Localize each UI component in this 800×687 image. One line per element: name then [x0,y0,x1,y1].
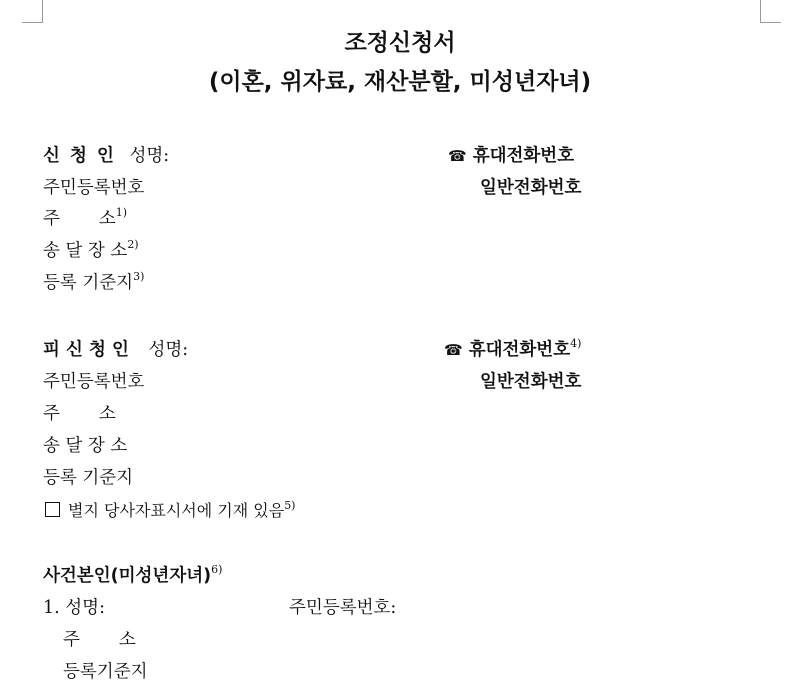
checkbox-icon[interactable] [45,502,60,517]
applicant-address-row [43,208,127,230]
case-person-base-label: 등록기준지 [63,662,148,682]
respondent-heading: 피 신 청 인 [43,340,129,360]
applicant-heading: 신 청 인 [43,146,116,166]
footnote-ref: 6) [211,563,223,577]
footnote-ref: 4) [570,337,582,351]
applicant-reg-label: 주민등록번호 [43,178,145,198]
separate-sheet-label: 별지 당사자표시서에 기재 있음 [68,501,285,520]
document-title: 조정신청서 [344,30,456,56]
case-person-heading: 사건본인(미성년자녀) [43,566,212,586]
case-person-address-label: 주 소 [63,630,136,650]
applicant-landline-label: 일반전화번호 [480,178,582,198]
respondent-base-label: 등록 기준지 [43,468,134,488]
applicant-mobile-row [448,145,574,167]
page-corner-marker-right [760,0,781,23]
applicant-mobile-label: 휴대전화번호 [472,146,575,166]
page-corner-marker-left [22,0,43,23]
respondent-mobile-row [444,339,581,361]
respondent-reg-label: 주민등록번호 [43,372,145,392]
footnote-ref: 1) [115,206,128,220]
applicant-base-label: 등록 기준지 [43,273,134,293]
footnote-ref: 5) [284,498,296,512]
respondent-address-label: 주 소 [43,404,116,424]
telephone-icon: ☎ [444,341,463,359]
respondent-landline-label: 일반전화번호 [480,372,582,392]
applicant-name-row [43,145,169,167]
applicant-name-label: 성명: [129,146,170,166]
telephone-icon: ☎ [448,147,467,165]
respondent-mobile-label: 휴대전화번호 [468,340,571,360]
document-subtitle: (이혼, 위자료, 재산분할, 미성년자녀) [208,69,592,95]
respondent-name-label: 성명: [148,340,189,360]
applicant-address-label: 주 소 [43,209,116,229]
respondent-name-row [43,339,188,361]
applicant-delivery-label: 송 달 장 소 [43,241,128,261]
footnote-ref: 2) [127,238,139,252]
case-person-item1-name: 1. 성명: [43,598,105,618]
case-person-item1-reg: 주민등록번호: [289,598,397,618]
applicant-delivery-row [43,240,139,262]
applicant-base-row [43,272,144,294]
separate-sheet-row [45,500,295,522]
case-person-row [43,565,222,587]
respondent-delivery-label: 송 달 장 소 [43,436,128,456]
footnote-ref: 3) [133,270,145,284]
